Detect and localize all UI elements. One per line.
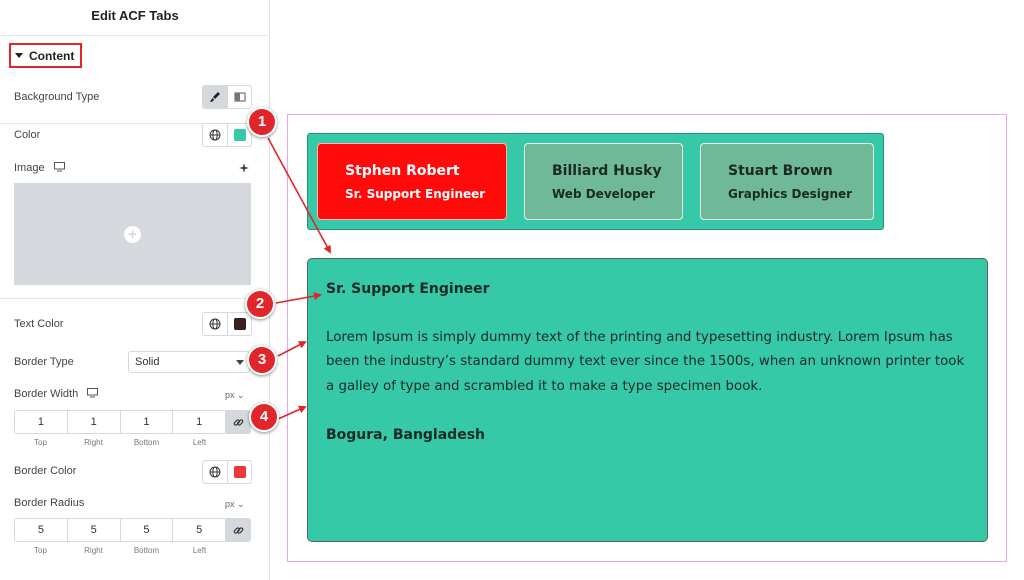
callout-arrow-4: [278, 407, 305, 419]
border-radius-label: Border Radius: [14, 497, 85, 509]
border-radius-left-input[interactable]: 5: [173, 519, 226, 541]
content-location: Bogura, Bangladesh: [326, 427, 485, 443]
content-body: Lorem Ipsum is simply dummy text of the printing and typesetting industry. Lorem Ipsum has been the industry’s standard dummy text ever since the 1500s, when an unknown printer took a galley of type and scrambled it to make a type specimen book.: [326, 330, 965, 394]
tab-name: Stphen Robert: [345, 163, 460, 179]
callout-badge-1: 1: [247, 107, 277, 137]
border-width-right-input[interactable]: 1: [68, 411, 121, 433]
dimension-label-left: Left: [192, 546, 207, 555]
border-radius-unit-text: px: [225, 499, 235, 509]
callout-badge-3: 3: [247, 345, 277, 375]
image-label-text: Image: [14, 162, 45, 174]
dimension-label-bottom: Bottom: [133, 438, 160, 447]
text-color-label: Text Color: [14, 318, 64, 330]
dimension-label-right: Right: [84, 546, 103, 555]
border-width-top-input[interactable]: 1: [15, 411, 68, 433]
tab-name: Stuart Brown: [728, 163, 833, 179]
callout-badge-2: 2: [245, 289, 275, 319]
content-section-label: Content: [29, 48, 75, 63]
border-width-left-input[interactable]: 1: [173, 411, 226, 433]
tab-role: Graphics Designer: [728, 187, 853, 201]
add-image-icon[interactable]: +: [124, 226, 141, 243]
border-radius-top-input[interactable]: 5: [15, 519, 68, 541]
tab-role: Web Developer: [552, 187, 655, 201]
border-width-unit[interactable]: px ⌄: [225, 390, 245, 400]
border-radius-right-input[interactable]: 5: [68, 519, 121, 541]
border-width-label-text: Border Width: [14, 388, 79, 400]
callout-arrow-3: [278, 342, 305, 356]
background-type-label: Background Type: [14, 91, 100, 103]
callout-arrow-1: [268, 138, 330, 252]
border-width-bottom-input[interactable]: 1: [121, 411, 174, 433]
border-color-label: Border Color: [14, 465, 77, 477]
dimension-label-left: Left: [192, 438, 207, 447]
callout-arrow-2: [276, 295, 320, 303]
tab-role: Sr. Support Engineer: [345, 187, 486, 201]
panel-title: Edit ACF Tabs: [0, 0, 270, 36]
dimension-label-top: Top: [34, 546, 47, 555]
dimension-label-right: Right: [84, 438, 103, 447]
content-title: Sr. Support Engineer: [326, 281, 490, 297]
border-type-label: Border Type: [14, 356, 74, 368]
border-radius-bottom-input[interactable]: 5: [121, 519, 174, 541]
border-width-unit-text: px: [225, 390, 235, 400]
border-type-value: Solid: [135, 356, 160, 368]
border-radius-unit[interactable]: px ⌄: [225, 499, 245, 509]
color-label: Color: [14, 129, 41, 141]
callout-badge-4: 4: [249, 402, 279, 432]
tab-name: Billiard Husky: [552, 163, 662, 179]
dimension-label-bottom: Bottom: [133, 546, 160, 555]
dimension-label-top: Top: [34, 438, 47, 447]
